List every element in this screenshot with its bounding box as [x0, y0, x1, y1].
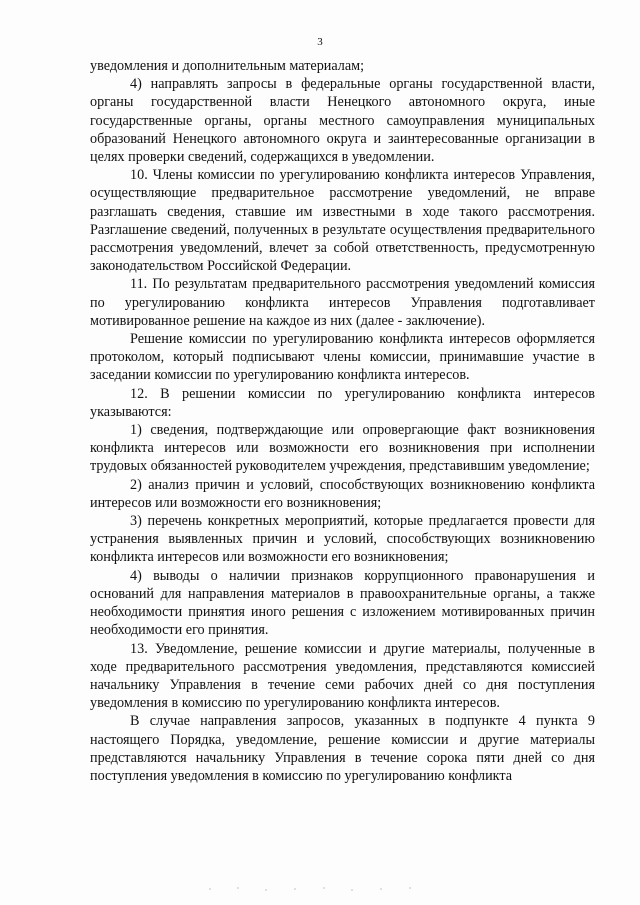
paragraph-11: 11. По результатам предварительного рассмотрения уведомлений комиссия по урегулированию конфликта интересов Управления подготавливает мотивированное решение на каждое из них (далее - заключение).: [90, 276, 595, 329]
paragraph-requests-case: В случае направления запросов, указанных в подпункте 4 пункта 9 настоящего Порядка, уведомление, решение комиссии и другие материалы представляются начальнику Управления в течение сорока пяти дней со дня поступления уведомления в комиссию по урегулированию конфликта: [90, 713, 595, 784]
paragraph-12: 12. В решении комиссии по урегулированию конфликта интересов указываются:: [90, 385, 595, 420]
paragraph-continuation: уведомления и дополнительным материалам;: [90, 58, 365, 74]
paragraph-10: 10. Члены комиссии по урегулированию конфликта интересов Управления, осуществляющие предварительное рассмотрение уведомлений, не вправе разглашать сведения, ставшие им известными в ходе такого рассмотрения. Разглашение сведений, полученных в результате осуществления предварительного рассмотрения уведомлений, влечет за собой ответственность, предусмотренную законодательством Российской Федерации.: [90, 167, 595, 275]
paragraph-item-4-requests: 4) направлять запросы в федеральные органы государственной власти, органы государственной власти Ненецкого автономного округа, иные государственные органы, органы местного самоуправления муниципальных образований Ненецкого автономного округа и заинтересованные организации в целях проверки сведений, содержащихся в уведомлении.: [90, 76, 595, 166]
paragraph-12-item-1: 1) сведения, подтверждающие или опровергающие факт возникновения конфликта интересов или возможности его возникновения при исполнении трудовых обязанностей руководителем учреждения, представившим уведомление;: [90, 422, 595, 475]
paragraph-13: 13. Уведомление, решение комиссии и другие материалы, полученные в ходе предварительного рассмотрения уведомления, представляются комиссией начальнику Управления в течение семи рабочих дней со дня поступления уведомления в комиссию по урегулированию конфликта интересов.: [90, 640, 595, 712]
paragraph-12-item-3: 3) перечень конкретных мероприятий, которые предлагается провести для устранения выявленных причин и условий, способствующих возникновению конфликта интересов или возможности его возникновения;: [90, 513, 595, 566]
scan-artifact-dots: [200, 884, 440, 894]
document-body: [90, 57, 595, 785]
paragraph-12-item-4: 4) выводы о наличии признаков коррупционного правонарушения и оснований для направления материалов в правоохранительные органы, а также необходимости принятия иного решения с изложением мотивированных причин необходимости его принятия.: [90, 567, 595, 639]
paragraph-decision-protocol: Решение комиссии по урегулированию конфликта интересов оформляется протоколом, который подписывают члены комиссии, принимавшие участие в заседании комиссии по урегулированию конфликта интересов.: [90, 331, 595, 384]
page-number: 3: [317, 36, 323, 48]
paragraph-12-item-2: 2) анализ причин и условий, способствующих возникновению конфликта интересов или возможности его возникновения;: [90, 476, 595, 511]
